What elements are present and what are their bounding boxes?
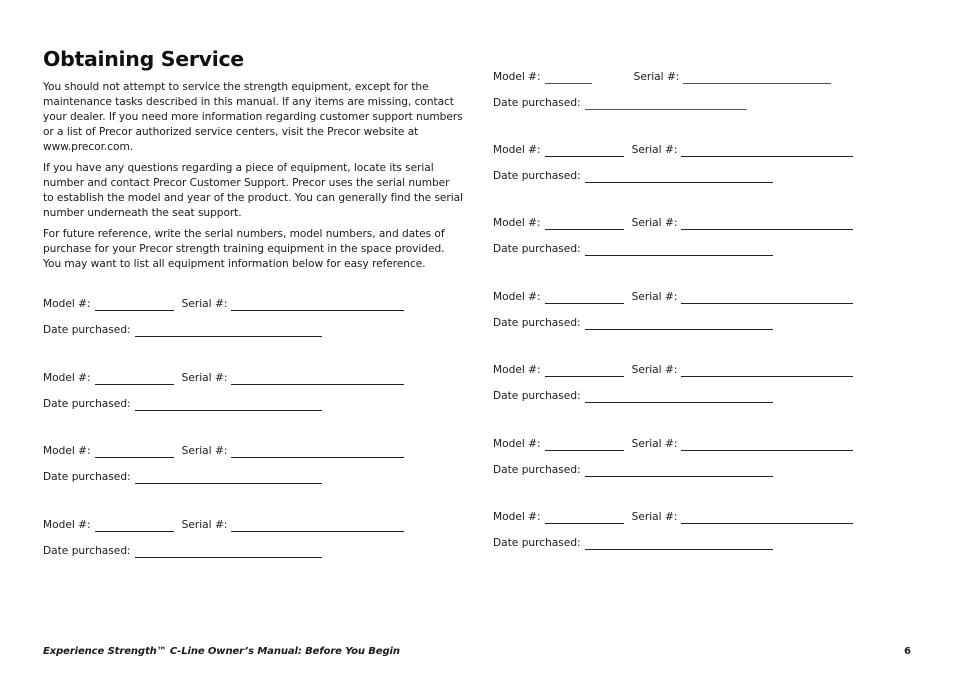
model-serial-row <box>493 143 853 157</box>
date-label: Date purchased: <box>493 97 581 109</box>
serial-label: Serial #: <box>181 445 228 457</box>
model-field[interactable] <box>95 374 174 385</box>
model-field[interactable] <box>545 293 624 304</box>
model-label: Model #: <box>493 71 541 83</box>
date-field[interactable] <box>585 466 773 477</box>
serial-field[interactable] <box>683 73 831 84</box>
date-row <box>493 316 773 330</box>
model-label: Model #: <box>493 217 541 229</box>
date-field[interactable] <box>585 319 773 330</box>
date-label: Date purchased: <box>43 471 131 483</box>
model-serial-row <box>493 437 853 451</box>
date-row <box>493 242 773 256</box>
date-field[interactable] <box>135 400 322 411</box>
model-serial-row <box>493 510 853 524</box>
model-label: Model #: <box>43 445 91 457</box>
model-label: Model #: <box>493 438 541 450</box>
date-field[interactable] <box>135 473 322 484</box>
model-field[interactable] <box>545 440 624 451</box>
model-field[interactable] <box>545 513 624 524</box>
date-label: Date purchased: <box>43 324 131 336</box>
model-serial-row <box>43 444 404 458</box>
model-serial-row <box>493 290 853 304</box>
date-row <box>493 389 773 403</box>
date-label: Date purchased: <box>43 545 131 557</box>
model-field[interactable] <box>545 146 624 157</box>
serial-field[interactable] <box>681 513 853 524</box>
model-label: Model #: <box>43 519 91 531</box>
model-serial-row <box>43 518 404 532</box>
serial-number-paragraph: If you have any questions regarding a piece of equipment, locate its serial number and contact Precor Customer Support. Precor uses the serial number to establish the model and year of the product. You can generally find the serial number underneath the seat support. <box>43 162 463 219</box>
serial-field[interactable] <box>681 366 853 377</box>
serial-label: Serial #: <box>181 298 228 310</box>
serial-label: Serial #: <box>631 144 678 156</box>
date-label: Date purchased: <box>493 317 581 329</box>
serial-label: Serial #: <box>633 71 680 83</box>
model-serial-row <box>493 363 853 377</box>
date-field[interactable] <box>585 539 773 550</box>
model-serial-row <box>43 297 404 311</box>
date-row <box>43 397 322 411</box>
serial-label: Serial #: <box>631 217 678 229</box>
model-serial-row <box>493 70 831 84</box>
serial-label: Serial #: <box>181 519 228 531</box>
date-field[interactable] <box>135 547 322 558</box>
date-label: Date purchased: <box>493 243 581 255</box>
date-row <box>493 463 773 477</box>
date-label: Date purchased: <box>43 398 131 410</box>
date-row <box>43 323 322 337</box>
date-field[interactable] <box>585 99 747 110</box>
serial-field[interactable] <box>231 374 404 385</box>
serial-field[interactable] <box>681 293 853 304</box>
model-field[interactable] <box>95 521 174 532</box>
serial-label: Serial #: <box>181 372 228 384</box>
date-row <box>493 536 773 550</box>
serial-label: Serial #: <box>631 364 678 376</box>
model-field[interactable] <box>95 300 174 311</box>
model-field[interactable] <box>95 447 174 458</box>
serial-field[interactable] <box>681 219 853 230</box>
page-title: Obtaining Service <box>43 47 244 71</box>
future-reference-paragraph: For future reference, write the serial numbers, model numbers, and dates of purchase for your Precor strength training equipment in the space provided. You may want to list all equipment information below for easy reference. <box>43 228 445 270</box>
date-label: Date purchased: <box>493 170 581 182</box>
serial-label: Serial #: <box>631 291 678 303</box>
date-row <box>493 169 773 183</box>
model-field[interactable] <box>545 219 624 230</box>
model-serial-row <box>43 371 404 385</box>
date-label: Date purchased: <box>493 390 581 402</box>
serial-label: Serial #: <box>631 438 678 450</box>
model-label: Model #: <box>493 291 541 303</box>
model-label: Model #: <box>493 511 541 523</box>
date-field[interactable] <box>585 392 773 403</box>
date-row <box>43 470 322 484</box>
intro-paragraph: You should not attempt to service the strength equipment, except for the maintenance tasks described in this manual. If any items are missing, contact your dealer. If you need more information regarding customer support numbers or a list of Precor authorized service centers, visit the Precor website at www.precor.com. <box>43 81 463 153</box>
date-field[interactable] <box>585 245 773 256</box>
footer-page-number: 6 <box>904 646 911 657</box>
date-label: Date purchased: <box>493 537 581 549</box>
date-label: Date purchased: <box>493 464 581 476</box>
date-row <box>493 96 747 110</box>
footer-manual-title: Experience Strength™ C-Line Owner’s Manual: Before You Begin <box>43 646 400 657</box>
date-row <box>43 544 322 558</box>
model-label: Model #: <box>43 372 91 384</box>
model-label: Model #: <box>493 144 541 156</box>
date-field[interactable] <box>135 326 322 337</box>
serial-field[interactable] <box>231 300 404 311</box>
serial-field[interactable] <box>681 440 853 451</box>
serial-field[interactable] <box>231 521 404 532</box>
model-field[interactable] <box>545 366 624 377</box>
model-field[interactable] <box>545 73 592 84</box>
serial-field[interactable] <box>681 146 853 157</box>
model-serial-row <box>493 216 853 230</box>
serial-label: Serial #: <box>631 511 678 523</box>
model-label: Model #: <box>493 364 541 376</box>
date-field[interactable] <box>585 172 773 183</box>
model-label: Model #: <box>43 298 91 310</box>
serial-field[interactable] <box>231 447 404 458</box>
